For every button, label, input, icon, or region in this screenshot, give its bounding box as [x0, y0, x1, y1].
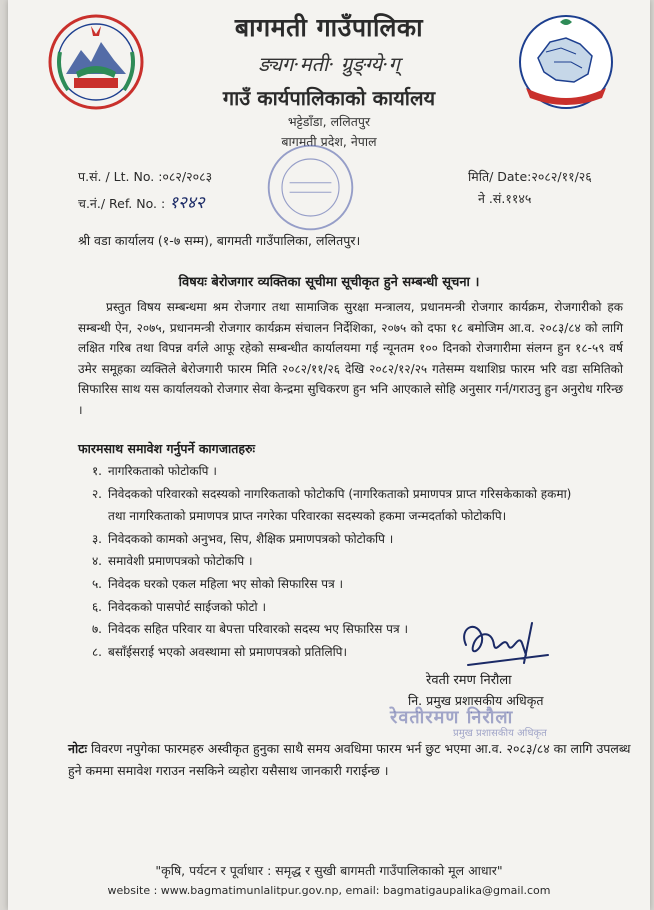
nepal-samvat-label: ने .सं. — [478, 191, 506, 206]
office-name: गाउँ कार्यपालिकाको कार्यालय — [222, 86, 436, 110]
list-item-continuation: तथा नागरिकताको प्रमाणपत्र प्राप्त नगरेका परिवारका सदस्यको हकमा जन्मदर्ताको फोटोकपि। — [108, 509, 507, 524]
letter-subject: विषयः बेरोजगार व्यक्तिका सूचीमा सूचीकृत हुने सम्बन्धी सूचना । — [178, 275, 480, 290]
note-text: विवरण नपुगेका फारमहरु अस्वीकृत हुनुका साथै समय अवधिमा फारम भर्न छुट भएमा आ.व. २०८३/८४ का लागि उपलब्ध हुने कममा समावेश गराउन नसकिने व्यहोरा यसैसाथ जानकारी गराईन्छ । — [68, 741, 631, 778]
office-province: बागमती प्रदेश, नेपाल — [281, 134, 377, 149]
list-item: २. निवेदकको परिवारको सदस्यको नागरिकताको फोटोकपि (नागरिकताको प्रमाणपत्र प्राप्त गरिसकेकाको हकमा) — [91, 486, 572, 501]
office-address: भट्टेडाँडा, ललितपुर — [287, 114, 371, 129]
nepal-samvat-value: ११४५ — [505, 191, 532, 206]
letter-number-value: ०८२/२०८३ — [162, 169, 213, 184]
letter-number-label: प.सं. / Lt. No. : — [78, 169, 163, 184]
list-item: ४. समावेशी प्रमाणपत्रको फोटोकपि । — [91, 554, 253, 569]
letter-number — [78, 168, 212, 185]
list-item: ६. निवेदकको पासपोर्ट साईजको फोटो । — [91, 599, 267, 614]
signatory-name: रेवती रमण निरौला — [426, 673, 512, 688]
signatory-title: नि. प्रमुख प्रशासकीय अधिकृत — [408, 693, 544, 708]
letter-body: प्रस्तुत विषय सम्बन्धमा श्रम रोजगार तथा सामाजिक सुरक्षा मन्त्रालय, प्रधानमन्त्री रोजगार कार्यक्रम, रोजगारीको हक सम्बन्धी ऐन, २०७५, प्रधानमन्त्री रोजगार कार्यक्रम संचालन निर्देशिका, २०७५ को दफा १८ बमोजिम आ.व. २०८३/८४ को लागि लक्षित गरिब तथा विपन्न वर्गले आफू रहेको सम्बन्धीत कार्यालयमा गई न्यूनतम १०० दिनको रोजगारीमा संलग्न हुन १८-५९ वर्ष उमेर समूहका व्यक्तिले बेरोजगारी फारम मिति २०८२/११/२६ देखि २०८२/१२/२५ गतेसम्म यथाशिघ्र फारम भरि वडा समितिको सिफारिस साथ यस कार्यालयको रोजगार सेवा केन्द्रमा सुचिकरण हुन भनि आएकाले सोहि अनुसार गर्न/गराउनु हुन अनुरोध गरिन्छ । — [78, 300, 623, 417]
reference-number-value: १२४२ — [169, 193, 205, 213]
list-item: ३. निवेदकको कामको अनुभव, सिप, शैक्षिक प्रमाणपत्रको फोटोकपि । — [91, 531, 394, 546]
footer-contact: website : www.bagmatimunlalitpur.gov.np, email: bagmatigaupalika@gmail.com — [107, 884, 551, 897]
list-item: १. नागरिकताको फोटोकपि । — [91, 464, 217, 478]
reference-number-label: च.नं./ Ref. No. : — [78, 196, 166, 211]
list-item: ७. निवेदक सहित परिवार या बेपत्ता परिवारको सदस्य भए सिफारिस पत्र । — [91, 622, 408, 637]
letter-date — [468, 168, 592, 185]
office-seal-stamp — [263, 140, 358, 235]
footer-motto: "कृषि, पर्यटन र पूर्वाधार : समृद्ध र सुखी बागमती गाउँपालिकाको मूल आधार" — [155, 863, 503, 878]
municipality-title: बागमती गाउँपालिका — [234, 13, 424, 42]
signatory-title-stamp: प्रमुख प्रशासकीय अधिकृत — [453, 728, 547, 739]
letter-date-label: मिति/ Date: — [468, 169, 532, 184]
signatory-name-stamp: रेवतीरमण निरौला — [390, 707, 514, 728]
letter-page — [8, 0, 650, 910]
list-item: ८. बसाँईसराई भएको अवस्थामा सो प्रमाणपत्रको प्रतिलिपि। — [91, 644, 348, 659]
recipient-line: श्री वडा कार्यालय (१-७ सम्म), बागमती गाउँपालिका, ललितपुर। — [78, 233, 361, 248]
letter-date-value: २०८२/११/२६ — [531, 169, 592, 184]
note-label: नोटः — [68, 741, 88, 756]
municipality-title-script: ङ्यग·मती· ग्रुङ्ग्ये·ग् — [258, 52, 400, 76]
reference-number — [78, 190, 205, 213]
documents-list-title: फारमसाथ समावेश गर्नुपर्ने कागजातहरुः — [78, 441, 255, 456]
letter-note — [68, 738, 633, 782]
handwritten-signature — [448, 615, 558, 670]
list-item: ५. निवेदक घरको एकल महिला भए सोको सिफारिस पत्र । — [91, 576, 344, 591]
nepal-samvat-number — [478, 190, 531, 207]
